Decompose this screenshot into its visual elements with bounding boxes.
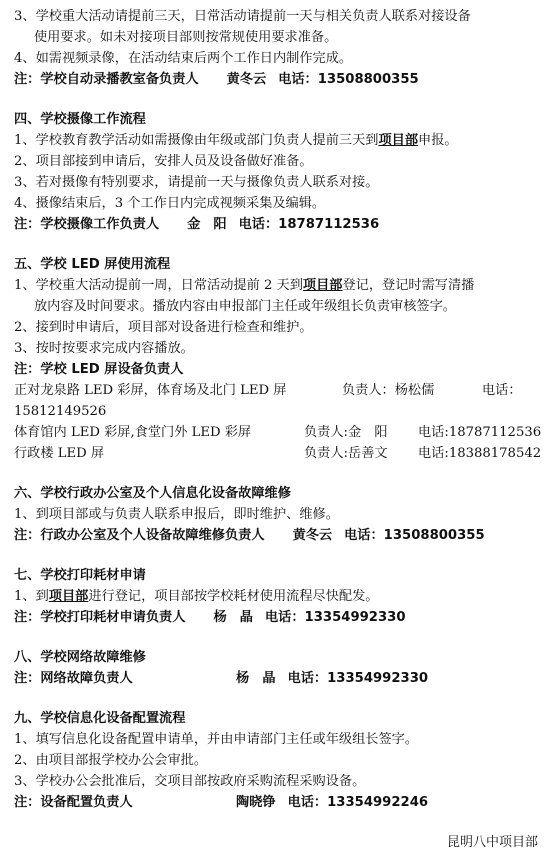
contact-phone: 电话：13508800355 [344,528,485,543]
contact-name: 杨 晶 [213,610,253,625]
project-dept-link: 项目部 [378,133,419,148]
sec4-item-4: 4、摄像结束后，3 个工作日内完成视频采集及编辑。 [14,196,326,211]
contact-name: 黄冬云 [226,72,267,87]
led-owner: 负责人:岳善文 [304,446,388,461]
sec4-item-1 [14,130,544,151]
document-body [14,6,544,813]
project-dept-link: 项目部 [48,589,89,604]
led-owner: 负责人：杨松儒 [342,383,435,398]
contact-name: 陶晓铮 [236,795,276,810]
led-row-2 [14,422,544,443]
contact-phone: 电话：13354992330 [287,671,429,686]
sec5-item-1-cont: 放内容及时间要求。播放内容由申报部门主任或年级组长负责审核签字。 [34,299,456,314]
sec9-note [14,792,544,813]
sec3-item-3-cont: 使用要求。如未对接项目部则按常规使用要求准备。 [34,30,338,45]
note-label: 注：学校摄像工作负责人 [14,217,160,232]
sec5-heading: 五、学校 LED 屏使用流程 [14,257,171,272]
footer-signature: 昆明八中项目部 [446,835,538,850]
sec4-heading: 四、学校摄像工作流程 [14,112,146,127]
led-row-1 [14,380,544,401]
sec5-item-1-text: 1、学校重大活动提前一周，日常活动提前 2 天到 [14,278,303,293]
sec5-item-3: 3、按时按要求完成内容播放。 [14,341,194,356]
contact-phone: 电话：18787112536 [238,217,380,232]
led-location: 体育馆内 LED 彩屏,食堂门外 LED 彩屏 [14,425,252,440]
sec5-item-1-tail: 登记，登记时需写清播 [342,278,475,293]
contact-name: 黄冬云 [292,528,333,543]
sec7-heading: 七、学校打印耗材申请 [14,568,146,583]
contact-phone: 电话：13354992330 [265,610,406,625]
sec3-item-4: 4、如需视频录像，在活动结束后两个工作日内制作完成。 [14,51,353,66]
led-phone: 电话:18787112536 [418,425,542,440]
led-location: 正对龙泉路 LED 彩屏，体育场及北门 LED 屏 [14,383,287,398]
led-row-3 [14,443,544,464]
contact-phone: 电话：13508800355 [278,72,419,87]
led-owner: 负责人:金 阳 [304,425,388,440]
sec5-note: 注：学校 LED 屏设备负责人 [14,362,184,377]
note-label: 注：学校打印耗材申请负责人 [14,610,186,625]
sec5-item-1 [14,275,544,296]
sec7-note [14,607,544,628]
sec6-heading: 六、学校行政办公室及个人信息化设备故障维修 [14,486,291,501]
note-label: 注：行政办公室及个人设备故障维修负责人 [14,528,265,543]
sec4-item-2: 2、项目部接到申请后，安排人员及设备做好准备。 [14,154,313,169]
contact-phone: 电话：13354992246 [287,795,429,810]
sec4-item-1-text: 1、学校教育教学活动如需摄像由年级或部门负责人提前三天到 [14,133,379,148]
sec3-item-3: 3、学校重大活动请提前三天，日常活动请提前一天与相关负责人联系对接设备 [14,9,471,24]
sec7-item-1-tail: 进行登记，项目部按学校耗材使用流程尽快配发。 [88,589,379,604]
led-location: 行政楼 LED 屏 [14,446,105,461]
sec8-heading: 八、学校网络故障维修 [14,650,146,665]
sec9-item-2: 2、由项目部报学校办公会审批。 [14,753,208,768]
sec5-item-2: 2、接到时申请后，项目部对设备进行检查和维护。 [14,320,313,335]
sec9-heading: 九、学校信息化设备配置流程 [14,711,186,726]
led-row-1-phone: 15812149526 [14,404,107,419]
note-label: 注：学校自动录播教室备负责人 [14,72,199,87]
sec4-item-1-tail: 申报。 [418,133,458,148]
sec7-item-1 [14,586,544,607]
sec9-item-3: 3、学校办公会批准后，交项目部按政府采购流程采购设备。 [14,774,366,789]
project-dept-link: 项目部 [302,278,343,293]
contact-name: 杨 晶 [236,671,276,686]
sec8-note [14,668,544,689]
sec4-item-3: 3、若对摄像有特别要求，请提前一天与摄像负责人联系对接。 [14,175,379,190]
led-phone-label: 电话： [482,383,522,398]
sec7-item-1-text: 1、到 [14,589,49,604]
sec9-item-1: 1、填写信息化设备配置申请单，并由申请部门主任或年级组长签字。 [14,732,419,747]
note-label: 注：设备配置负责人 [14,795,133,810]
sec6-note [14,525,544,546]
sec4-note [14,214,544,235]
note-label: 注：网络故障负责人 [14,671,133,686]
sec6-item-1: 1、到项目部或与负责人联系申报后，即时维护、维修。 [14,507,339,522]
contact-name: 金 阳 [187,217,227,232]
sec3-note [14,69,544,90]
led-phone: 电话:18388178542 [418,446,542,461]
